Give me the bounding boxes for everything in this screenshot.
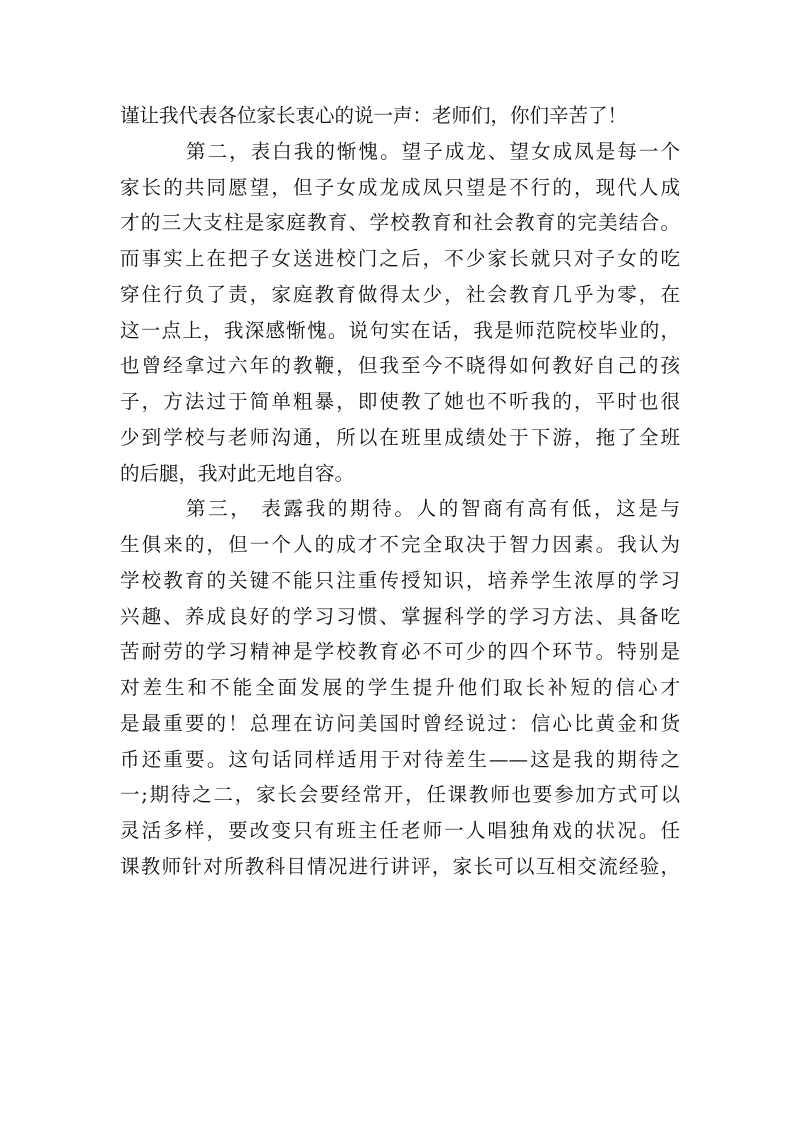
text-line: 也曾经拿过六年的教鞭，但我至今不晓得如何教好自己的孩 <box>120 354 680 378</box>
text-line: 而事实上在把子女送进校门之后，不少家长就只对子女的吃 <box>120 247 680 270</box>
text-line: 兴趣、养成良好的学习习惯、掌握科学的学习方法、具备吃 <box>120 604 680 628</box>
paragraph-start-line: 第三， 表露我的期待。人的智商有高有低，这是与 <box>186 497 680 521</box>
text-line: 课教师针对所教科目情况进行讲评，家长可以互相交流经验， <box>120 854 680 878</box>
text-line: 才的三大支柱是家庭教育、学校教育和社会教育的完美结合。 <box>120 211 680 235</box>
text-line: 谨让我代表各位家长衷心的说一声：老师们，你们辛苦了！ <box>120 104 628 127</box>
paragraph-start-line: 第二，表白我的惭愧。望子成龙、望女成凤是每一个 <box>186 139 680 163</box>
paragraph-end-line: 的后腿，我对此无地自容。 <box>120 461 355 485</box>
text-line: 家长的共同愿望，但子女成龙成凤只望是不行的，现代人成 <box>120 175 680 199</box>
text-line: 这一点上，我深感惭愧。说句实在话，我是师范院校毕业的， <box>120 318 680 342</box>
document-body <box>120 98 680 885</box>
text-line: 穿住行负了责，家庭教育做得太少，社会教育几乎为零，在 <box>120 282 680 306</box>
text-line: 一;期待之二，家长会要经常开，任课教师也要参加方式可以 <box>120 783 680 807</box>
text-line: 学校教育的关键不能只注重传授知识，培养学生浓厚的学习 <box>120 568 680 592</box>
text-line: 少到学校与老师沟通，所以在班里成绩处于下游，拖了全班 <box>120 425 680 449</box>
text-line: 是最重要的！总理在访问美国时曾经说过：信心比黄金和货 <box>120 711 680 735</box>
text-line: 子，方法过于简单粗暴，即使教了她也不听我的，平时也很 <box>120 390 680 413</box>
text-line: 苦耐劳的学习精神是学校教育必不可少的四个环节。特别是 <box>120 640 680 664</box>
text-line: 生俱来的，但一个人的成才不完全取决于智力因素。我认为 <box>120 533 680 556</box>
text-line: 对差生和不能全面发展的学生提升他们取长补短的信心才 <box>120 676 680 699</box>
text-line: 灵活多样，要改变只有班主任老师一人唱独角戏的状况。任 <box>120 819 680 842</box>
text-line: 币还重要。这句话同样适用于对待差生——这是我的期待之 <box>120 747 680 771</box>
